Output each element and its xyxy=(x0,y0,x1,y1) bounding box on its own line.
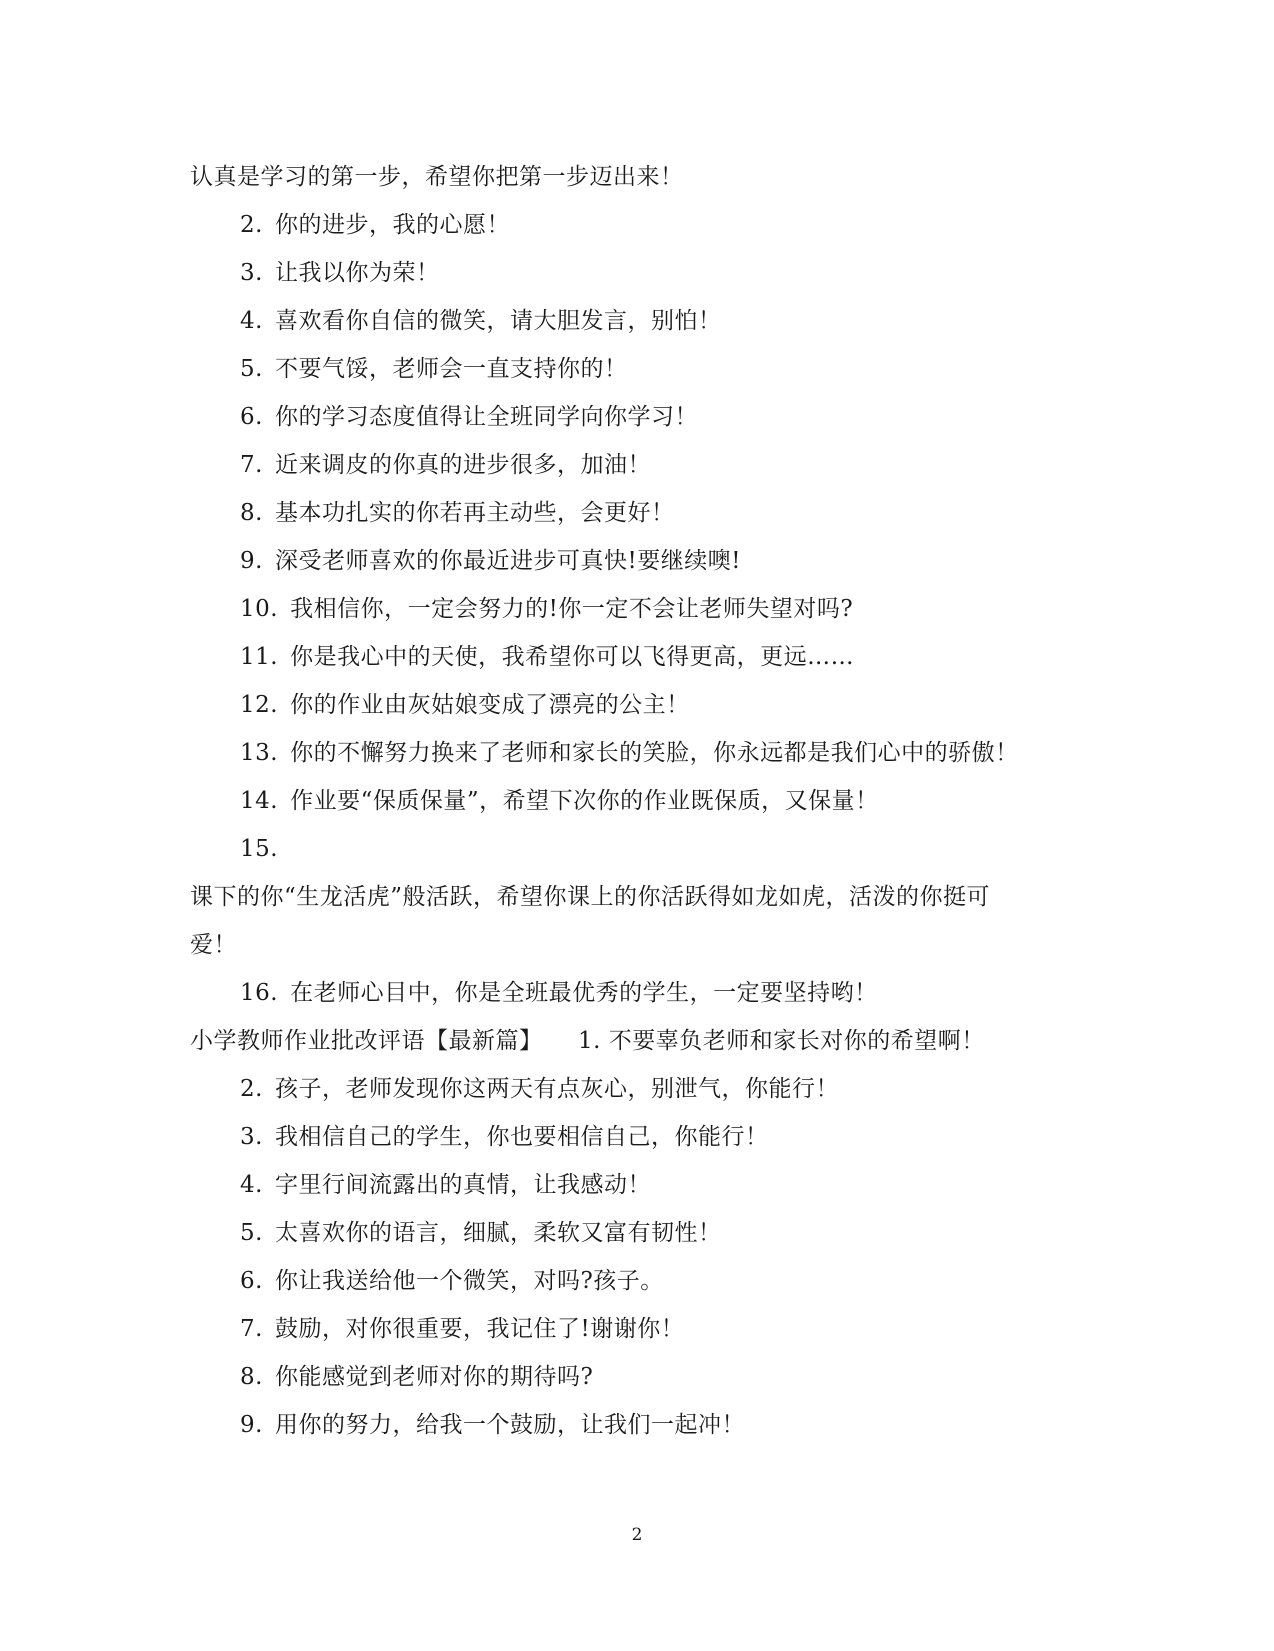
item-number: 7. xyxy=(240,1316,263,1342)
item-number: 6. xyxy=(240,1268,263,1294)
item-number: 5. xyxy=(240,356,263,382)
item-text: 喜欢看你自信的微笑，请大胆发言，别怕！ xyxy=(274,308,722,334)
paragraph-line xyxy=(190,882,990,912)
list-item xyxy=(240,258,439,288)
item-text: 深受老师喜欢的你最近进步可真快!要继续噢! xyxy=(274,548,741,574)
line-text: 爱！ xyxy=(190,932,237,958)
item-text: 让我以你为荣！ xyxy=(274,260,440,286)
page-number: 2 xyxy=(631,1525,643,1545)
item-number: 15. xyxy=(240,836,279,862)
item-text: 鼓励，对你很重要，我记住了!谢谢你！ xyxy=(274,1316,685,1342)
item-number: 6. xyxy=(240,404,263,430)
list-item xyxy=(240,498,674,528)
list-item xyxy=(240,642,854,672)
list-item xyxy=(240,354,627,384)
list-item xyxy=(240,1314,684,1344)
item-text: 作业要“保质保量”，希望下次你的作业既保质，又保量！ xyxy=(290,788,879,814)
item-number: 10. xyxy=(240,596,279,622)
item-text: 你的不懈努力换来了老师和家长的笑脸，你永远都是我们心中的骄傲！ xyxy=(290,740,1019,766)
item-number: 7. xyxy=(240,452,263,478)
item-text: 我相信自己的学生，你也要相信自己，你能行！ xyxy=(274,1124,769,1150)
item-number: 2. xyxy=(240,1076,263,1102)
item-text: 你让我送给他一个微笑，对吗?孩子。 xyxy=(274,1268,664,1294)
list-item xyxy=(240,450,651,480)
item-text: 不要气馁，老师会一直支持你的！ xyxy=(274,356,628,382)
item-number: 14. xyxy=(240,788,279,814)
item-number: 3. xyxy=(240,1124,263,1150)
list-item xyxy=(240,1266,664,1296)
item-number: 9. xyxy=(240,1412,263,1438)
item-text: 字里行间流露出的真情，让我感动！ xyxy=(274,1172,651,1198)
section-heading-line xyxy=(190,1026,985,1056)
item-number: 3. xyxy=(240,260,263,286)
item-number: 13. xyxy=(240,740,279,766)
item-number: 12. xyxy=(240,692,279,718)
list-item xyxy=(240,690,690,720)
list-item xyxy=(240,978,878,1008)
list-item xyxy=(240,738,1019,768)
item-number: 16. xyxy=(240,980,279,1006)
item-text: 你的作业由灰姑娘变成了漂亮的公主！ xyxy=(290,692,690,718)
paragraph-line xyxy=(190,162,684,192)
list-item xyxy=(240,1170,651,1200)
item-text: 你的进步，我的心愿！ xyxy=(274,212,510,238)
item-text: 你是我心中的天使，我希望你可以飞得更高，更远…… xyxy=(290,644,855,670)
item-text: 你能感觉到老师对你的期待吗? xyxy=(274,1364,594,1390)
item-text: 在老师心目中，你是全班最优秀的学生，一定要坚持哟！ xyxy=(290,980,878,1006)
item-text: 近来调皮的你真的进步很多，加油！ xyxy=(274,452,651,478)
item-text: 孩子，老师发现你这两天有点灰心，别泄气，你能行！ xyxy=(274,1076,839,1102)
item-number: 8. xyxy=(240,1364,263,1390)
list-item xyxy=(240,1122,768,1152)
paragraph-line xyxy=(190,930,237,960)
list-item xyxy=(240,306,721,336)
list-item xyxy=(240,1074,839,1104)
list-item xyxy=(240,546,741,576)
line-text: 认真是学习的第一步，希望你把第一步迈出来！ xyxy=(190,164,684,190)
list-item xyxy=(240,1410,745,1440)
item-text: 基本功扎实的你若再主动些，会更好！ xyxy=(274,500,675,526)
item-number: 9. xyxy=(240,548,263,574)
item-text: 你的学习态度值得让全班同学向你学习！ xyxy=(274,404,698,430)
item-text: 我相信你，一定会努力的!你一定不会让老师失望对吗? xyxy=(290,596,854,622)
line-text: 小学教师作业批改评语【最新篇】 1. 不要辜负老师和家长对你的希望啊！ xyxy=(190,1028,985,1054)
item-number: 4. xyxy=(240,308,263,334)
list-item xyxy=(240,1362,593,1392)
item-text: 太喜欢你的语言，细腻，柔软又富有韧性！ xyxy=(274,1220,722,1246)
item-number: 4. xyxy=(240,1172,263,1198)
list-item xyxy=(240,786,879,816)
list-item xyxy=(240,210,510,240)
item-number: 11. xyxy=(240,644,279,670)
item-number: 5. xyxy=(240,1220,263,1246)
item-number: 2. xyxy=(240,212,263,238)
list-item xyxy=(240,834,290,864)
list-item xyxy=(240,594,853,624)
list-item xyxy=(240,1218,721,1248)
line-text: 课下的你“生龙活虎”般活跃，希望你课上的你活跃得如龙如虎，活泼的你挺可 xyxy=(190,884,991,910)
item-text: 用你的努力，给我一个鼓励，让我们一起冲！ xyxy=(274,1412,745,1438)
item-number: 8. xyxy=(240,500,263,526)
list-item xyxy=(240,402,698,432)
